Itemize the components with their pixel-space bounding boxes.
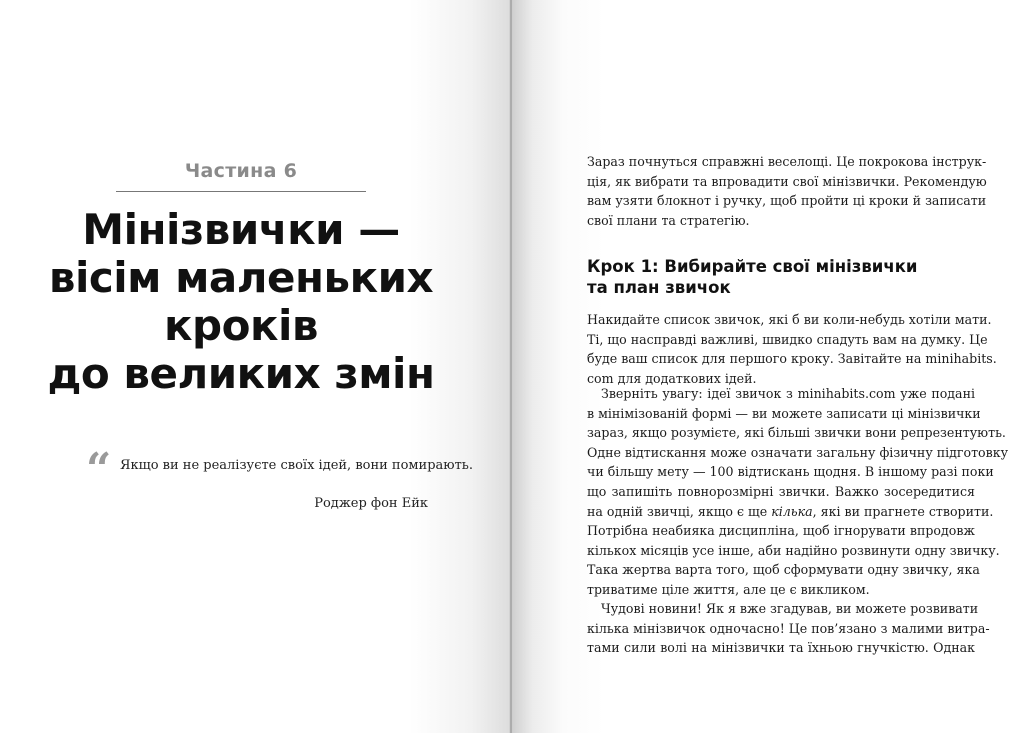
text-line: ція, як вибрати та впровадити свої мінізвички. Рекомендую: [587, 173, 987, 189]
text-line: Одне відтискання може означати загальну фізичну підготовку: [587, 444, 1009, 460]
part-divider: [116, 191, 366, 192]
text-line: що запишіть повнорозмірні звички. Важко зосередитися: [587, 483, 975, 499]
text-fragment: на одній звичці, якщо є ще: [587, 503, 772, 519]
chapter-title-line: Мінізвички —: [82, 205, 400, 254]
text-line: Зверніть увагу: ідеї звичок з minihabits.com уже подані: [601, 386, 975, 401]
text-line: Накидайте список звичок, які б ви коли-небудь хотіли мати.: [587, 312, 992, 327]
step-heading: [587, 256, 975, 298]
text-line: Чудові новини! Як я вже згадував, ви можете розвивати: [601, 601, 979, 616]
text-line: чи більшу мету — 100 відтискань щодня. В іншому разі поки: [587, 464, 994, 480]
paragraph-list-habits: [587, 310, 997, 388]
text-line: свої плани та стратегію.: [587, 212, 750, 228]
text-line: Така жертва варта того, щоб сформувати одну звичку, яка: [587, 562, 980, 578]
chapter-title-line: до великих змін: [47, 349, 435, 398]
text-line: в мінімізованій формі — ви можете записати ці мінізвички: [587, 405, 981, 421]
part-label: Частина 6: [184, 160, 298, 182]
text-line: [587, 502, 994, 522]
step-heading-line: та план звичок: [587, 278, 731, 297]
text-line: зараз, якщо розумієте, які більші звички вони репрезентують.: [587, 425, 1006, 441]
epigraph-author: Роджер фон Ейк: [314, 496, 428, 511]
epigraph-quote: Якщо ви не реалізуєте своїх ідей, вони помирають.: [120, 458, 473, 473]
chapter-title: [40, 206, 442, 398]
paragraph-attention: [587, 384, 1009, 600]
text-line: вам узяти блокнот і ручку, щоб пройти ці кроки й записати: [587, 193, 987, 209]
text-fragment: , які ви прагнете створити.: [812, 503, 994, 519]
text-line: тами сили волі на мінізвички та їхньою гнучкістю. Однак: [587, 640, 975, 656]
text-line: com для додаткових ідей.: [587, 370, 757, 386]
paragraph-good-news: [587, 599, 990, 658]
text-line: Ті, що насправді важливі, швидко спадуть вам на думку. Це: [587, 331, 988, 347]
chapter-title-line: кроків: [164, 301, 318, 350]
chapter-title-line: вісім маленьких: [48, 253, 434, 302]
text-line: буде ваш список для першого кроку. Завітайте на minihabits.: [587, 351, 997, 367]
text-line: триватиме ціле життя, але це є викликом.: [587, 581, 870, 597]
text-line: кількох місяців усе інше, аби надійно розвинути одну звичку.: [587, 542, 1000, 558]
intro-paragraph: [587, 152, 987, 230]
text-line: Потрібна неабияка дисципліна, щоб ігнорувати впродовж: [587, 523, 975, 539]
text-line: кілька мінізвичок одночасно! Це пов’язано з малими витра-: [587, 620, 990, 636]
step-heading-line: Крок 1: Вибирайте свої мінізвички: [587, 257, 918, 276]
book-gutter: [509, 0, 513, 733]
text-line: Зараз почнуться справжні веселощі. Це покрокова інструк-: [587, 154, 987, 169]
italic-word: кілька: [771, 503, 813, 519]
quote-mark-icon: “: [86, 444, 112, 495]
